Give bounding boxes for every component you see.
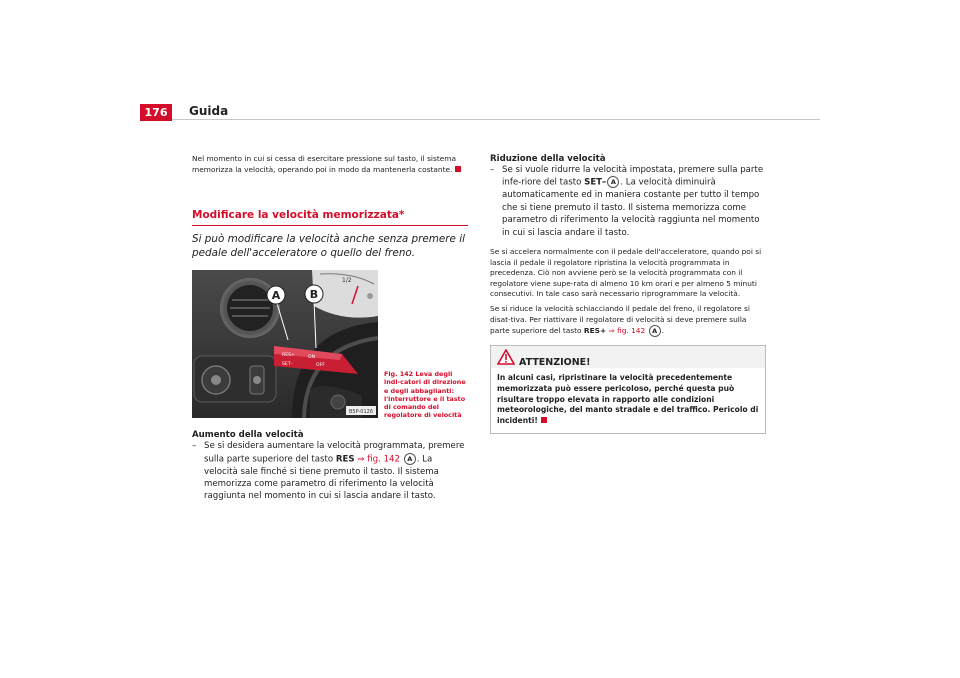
- callout-a: A: [271, 289, 281, 303]
- warning-triangle-icon: [497, 349, 515, 365]
- callout-b: B: [309, 288, 319, 302]
- brake-paragraph: [490, 304, 766, 337]
- lever-on-label: ON: [308, 355, 316, 361]
- warning-body: [491, 368, 765, 433]
- increase-text-2: . La velocità sale finché si tiene premuto il tasto. Il sistema memorizza come parametro di riferimento la velocità raggiunta nel momento in cui si lascia andare il tasto.: [204, 454, 439, 502]
- end-marker-icon: [455, 166, 461, 172]
- brake-text-2: .: [661, 326, 664, 336]
- end-marker-icon: [541, 417, 547, 423]
- increase-text-1: Se si desidera aumentare la velocità programmata, premere sulla parte superiore del tasto: [204, 441, 465, 465]
- intro-text: Nel momento in cui si cessa di esercitare pressione sul tasto, il sistema memorizza la velocità, operando poi in modo da mantenerla costante.: [192, 154, 456, 174]
- increase-speed-step: [192, 440, 468, 503]
- page-number: 176: [140, 104, 172, 121]
- warning-header: [491, 346, 765, 368]
- lever-set-label: SET–: [282, 362, 293, 368]
- fig-ref-link[interactable]: ⇒ fig. 142: [354, 454, 403, 465]
- warning-box: [490, 345, 766, 434]
- figure-142: [192, 270, 468, 418]
- decrease-speed-step: [490, 164, 766, 239]
- fig-ref-link[interactable]: ⇒ fig. 142: [606, 326, 648, 336]
- warning-title: ATTENZIONE!: [519, 357, 591, 369]
- brake-text-1: Se si riduce la velocità schiacciando il pedale del freno, il regolatore si disat-tiva. Per riattivare il regolatore di velocità si deve premere sulla parte superiore del tasto: [490, 303, 750, 336]
- header-divider: [172, 119, 820, 120]
- lever-off-label: OFF: [316, 363, 325, 369]
- decrease-speed-title: Riduzione della velocità: [490, 154, 606, 164]
- accelerator-paragraph: Se si accelera normalmente con il pedale dell'acceleratore, quando poi si lascia il pedale il regolatore ripristina la velocità programmata in precedenza. Ciò non avviene però se la velocità programmata con il regolatore viene supe-rata di almeno 10 km orari e per almeno 5 minuti consecutivi. In tale caso sarà necessario riprogrammare la velocità.: [490, 246, 762, 299]
- increase-speed-title: Aumento della velocità: [192, 430, 304, 441]
- marker-a-icon: A: [607, 176, 619, 188]
- section-lead: Si può modificare la velocità anche senza premere il pedale dell'acceleratore o quello del freno.: [192, 233, 466, 260]
- decrease-text-2: . La velocità diminuirà automaticamente ed in maniera costante per tutto il tempo che si tiene premuto il tasto. Il sistema memorizza come parametro di riferimento la velocità raggiunta nel momento in cui si lascia andare il tasto.: [502, 177, 760, 238]
- section-title: Modificare la velocità memorizzata*: [192, 209, 468, 226]
- decrease-text-1: Se si vuole ridurre la velocità impostata, premere sulla parte infe-riore del tasto: [502, 165, 764, 188]
- lever-res-label: RES+: [282, 353, 295, 359]
- figure-image: [192, 270, 378, 418]
- intro-paragraph: [192, 154, 468, 175]
- marker-a-icon: A: [404, 453, 416, 465]
- figure-caption: Fig. 142 Leva degli indi-catori di direzione e degli abbaglianti: l'interruttore e il tasto di comando del regolatore di velocità: [384, 370, 466, 420]
- steering-column-illustration: [192, 270, 378, 418]
- marker-a-icon: A: [649, 325, 661, 337]
- warning-text: In alcuni casi, ripristinare la velocità precedentemente memorizzata può essere pericoloso, perché questa può risultare troppo elevata in rapporto alle condizioni meteorologiche, del manto stradale e del traffico. Pericolo di incidenti!: [497, 373, 759, 426]
- res-plus-key-label: RES+: [583, 326, 607, 336]
- figure-code: B5P-0126: [348, 409, 374, 416]
- chapter-title: Guida: [189, 104, 229, 118]
- res-key-label: RES: [335, 454, 355, 465]
- set-key-label: SET–: [584, 177, 607, 188]
- right-column: [490, 154, 766, 434]
- left-column: [192, 154, 468, 503]
- gauge-label: 1/2: [342, 277, 352, 285]
